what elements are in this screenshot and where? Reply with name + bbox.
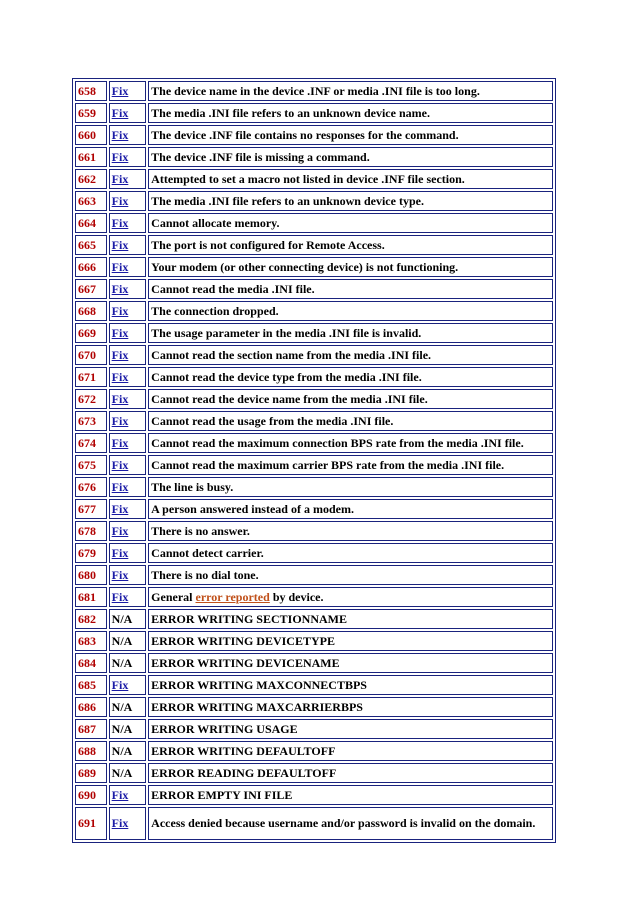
fix-link[interactable]: Fix [111, 589, 129, 604]
not-available-label: N/A [111, 699, 133, 714]
fix-cell [109, 103, 147, 123]
error-code: 676 [75, 477, 107, 497]
table-row [75, 807, 553, 840]
fix-cell [109, 279, 147, 299]
fix-link[interactable]: Fix [111, 677, 129, 692]
fix-cell [109, 125, 147, 145]
error-description: ERROR WRITING DEVICENAME [148, 653, 553, 673]
error-description: Cannot read the section name from the media .INI file. [148, 345, 553, 365]
fix-link[interactable]: Fix [111, 435, 129, 450]
error-description: ERROR READING DEFAULTOFF [148, 763, 553, 783]
table-row [75, 587, 553, 607]
fix-cell [109, 257, 147, 277]
table-row [75, 565, 553, 585]
fix-cell [109, 433, 147, 453]
fix-link[interactable]: Fix [111, 413, 129, 428]
fix-link[interactable]: Fix [111, 325, 129, 340]
error-code: 660 [75, 125, 107, 145]
error-code: 687 [75, 719, 107, 739]
fix-cell [109, 389, 147, 409]
error-description: ERROR WRITING DEFAULTOFF [148, 741, 553, 761]
table-row [75, 521, 553, 541]
error-code-table [72, 78, 556, 843]
fix-cell [109, 609, 147, 629]
fix-cell [109, 719, 147, 739]
error-description: Attempted to set a macro not listed in device .INF file section. [148, 169, 553, 189]
table-row [75, 301, 553, 321]
fix-cell [109, 763, 147, 783]
not-available-label: N/A [111, 721, 133, 736]
fix-link[interactable]: Fix [111, 816, 129, 830]
error-code: 663 [75, 191, 107, 211]
error-code: 658 [75, 81, 107, 101]
error-description: The media .INI file refers to an unknown device name. [148, 103, 553, 123]
error-description: The device .INF file is missing a command. [148, 147, 553, 167]
table-row [75, 345, 553, 365]
error-description: ERROR WRITING SECTIONNAME [148, 609, 553, 629]
table-row [75, 191, 553, 211]
table-row [75, 169, 553, 189]
error-description: Cannot read the device type from the media .INI file. [148, 367, 553, 387]
error-code: 659 [75, 103, 107, 123]
error-code: 684 [75, 653, 107, 673]
error-code: 686 [75, 697, 107, 717]
error-description: There is no dial tone. [148, 565, 553, 585]
table-row [75, 433, 553, 453]
fix-cell [109, 323, 147, 343]
table-row [75, 125, 553, 145]
fix-link[interactable]: Fix [111, 347, 129, 362]
table-row [75, 103, 553, 123]
fix-cell [109, 169, 147, 189]
error-description: Cannot detect carrier. [148, 543, 553, 563]
table-row [75, 477, 553, 497]
fix-cell [109, 301, 147, 321]
error-code: 667 [75, 279, 107, 299]
error-code: 669 [75, 323, 107, 343]
error-description: There is no answer. [148, 521, 553, 541]
table-row [75, 675, 553, 695]
table-row [75, 235, 553, 255]
fix-link[interactable]: Fix [111, 237, 129, 252]
fix-cell [109, 543, 147, 563]
table-row [75, 719, 553, 739]
fix-link[interactable]: Fix [111, 303, 129, 318]
error-code: 691 [75, 807, 107, 840]
fix-cell [109, 697, 147, 717]
fix-cell [109, 81, 147, 101]
error-description: Cannot read the maximum connection BPS rate from the media .INI file. [148, 433, 553, 453]
fix-cell [109, 521, 147, 541]
error-reported-link[interactable]: error reported [195, 589, 270, 604]
fix-cell [109, 345, 147, 365]
fix-cell [109, 455, 147, 475]
fix-link[interactable]: Fix [111, 83, 129, 98]
table-row [75, 609, 553, 629]
fix-link[interactable]: Fix [111, 215, 129, 230]
fix-cell [109, 587, 147, 607]
error-description: The connection dropped. [148, 301, 553, 321]
error-code: 664 [75, 213, 107, 233]
error-description: The device .INF file contains no responses for the command. [148, 125, 553, 145]
error-description: ERROR EMPTY INI FILE [148, 785, 553, 805]
fix-link[interactable]: Fix [111, 105, 129, 120]
table-row [75, 257, 553, 277]
not-available-label: N/A [111, 743, 133, 758]
table-row [75, 213, 553, 233]
fix-cell [109, 499, 147, 519]
table-row [75, 279, 553, 299]
fix-link[interactable]: Fix [111, 193, 129, 208]
error-code: 673 [75, 411, 107, 431]
fix-link[interactable]: Fix [111, 479, 129, 494]
fix-cell [109, 235, 147, 255]
fix-link[interactable]: Fix [111, 501, 129, 516]
error-code: 662 [75, 169, 107, 189]
error-description: The usage parameter in the media .INI file is invalid. [148, 323, 553, 343]
error-table-body [75, 81, 553, 840]
table-row [75, 389, 553, 409]
error-description: ERROR WRITING DEVICETYPE [148, 631, 553, 651]
description-text: General [151, 589, 196, 604]
error-code: 681 [75, 587, 107, 607]
table-row [75, 697, 553, 717]
error-description: The media .INI file refers to an unknown device type. [148, 191, 553, 211]
error-code: 665 [75, 235, 107, 255]
error-description: Cannot read the device name from the media .INI file. [148, 389, 553, 409]
table-row [75, 323, 553, 343]
error-description: ERROR WRITING USAGE [148, 719, 553, 739]
error-description: Cannot read the media .INI file. [148, 279, 553, 299]
error-code: 666 [75, 257, 107, 277]
fix-cell [109, 213, 147, 233]
fix-cell [109, 653, 147, 673]
fix-cell [109, 191, 147, 211]
fix-cell [109, 741, 147, 761]
fix-link[interactable]: Fix [111, 567, 129, 582]
error-code: 675 [75, 455, 107, 475]
table-row [75, 543, 553, 563]
fix-cell [109, 807, 147, 840]
error-code: 672 [75, 389, 107, 409]
error-description: A person answered instead of a modem. [148, 499, 553, 519]
error-description: Access denied because username and/or password is invalid on the domain. [148, 807, 553, 840]
not-available-label: N/A [111, 611, 133, 626]
fix-link[interactable]: Fix [111, 149, 129, 164]
table-row [75, 499, 553, 519]
error-code: 671 [75, 367, 107, 387]
description-text: by device. [269, 589, 324, 604]
fix-cell [109, 631, 147, 651]
error-code: 674 [75, 433, 107, 453]
table-row [75, 741, 553, 761]
error-code: 683 [75, 631, 107, 651]
fix-link[interactable]: Fix [111, 281, 129, 296]
fix-link[interactable]: Fix [111, 369, 129, 384]
table-row [75, 653, 553, 673]
not-available-label: N/A [111, 655, 133, 670]
fix-cell [109, 477, 147, 497]
error-description: The device name in the device .INF or media .INI file is too long. [148, 81, 553, 101]
error-code: 682 [75, 609, 107, 629]
fix-link[interactable]: Fix [111, 171, 129, 186]
error-description: The line is busy. [148, 477, 553, 497]
not-available-label: N/A [111, 633, 133, 648]
error-description: ERROR WRITING MAXCARRIERBPS [148, 697, 553, 717]
fix-cell [109, 675, 147, 695]
not-available-label: N/A [111, 765, 133, 780]
fix-link[interactable]: Fix [111, 259, 129, 274]
error-code: 680 [75, 565, 107, 585]
error-code: 679 [75, 543, 107, 563]
table-row [75, 411, 553, 431]
fix-cell [109, 565, 147, 585]
table-row [75, 367, 553, 387]
fix-link[interactable]: Fix [111, 787, 129, 802]
error-description [148, 587, 553, 607]
fix-link[interactable]: Fix [111, 457, 129, 472]
error-description: The port is not configured for Remote Access. [148, 235, 553, 255]
table-row [75, 785, 553, 805]
table-row [75, 763, 553, 783]
error-description: Cannot read the usage from the media .INI file. [148, 411, 553, 431]
fix-link[interactable]: Fix [111, 545, 129, 560]
error-code: 670 [75, 345, 107, 365]
error-code: 668 [75, 301, 107, 321]
fix-cell [109, 367, 147, 387]
error-description: Cannot allocate memory. [148, 213, 553, 233]
fix-cell [109, 411, 147, 431]
error-description: ERROR WRITING MAXCONNECTBPS [148, 675, 553, 695]
table-row [75, 147, 553, 167]
error-code: 689 [75, 763, 107, 783]
error-code: 688 [75, 741, 107, 761]
error-description: Your modem (or other connecting device) is not functioning. [148, 257, 553, 277]
table-row [75, 455, 553, 475]
fix-cell [109, 785, 147, 805]
error-description: Cannot read the maximum carrier BPS rate from the media .INI file. [148, 455, 553, 475]
fix-link[interactable]: Fix [111, 391, 129, 406]
fix-link[interactable]: Fix [111, 127, 129, 142]
error-code: 677 [75, 499, 107, 519]
fix-link[interactable]: Fix [111, 523, 129, 538]
error-code: 678 [75, 521, 107, 541]
error-code: 690 [75, 785, 107, 805]
table-row [75, 81, 553, 101]
table-row [75, 631, 553, 651]
fix-cell [109, 147, 147, 167]
error-code: 685 [75, 675, 107, 695]
error-code: 661 [75, 147, 107, 167]
